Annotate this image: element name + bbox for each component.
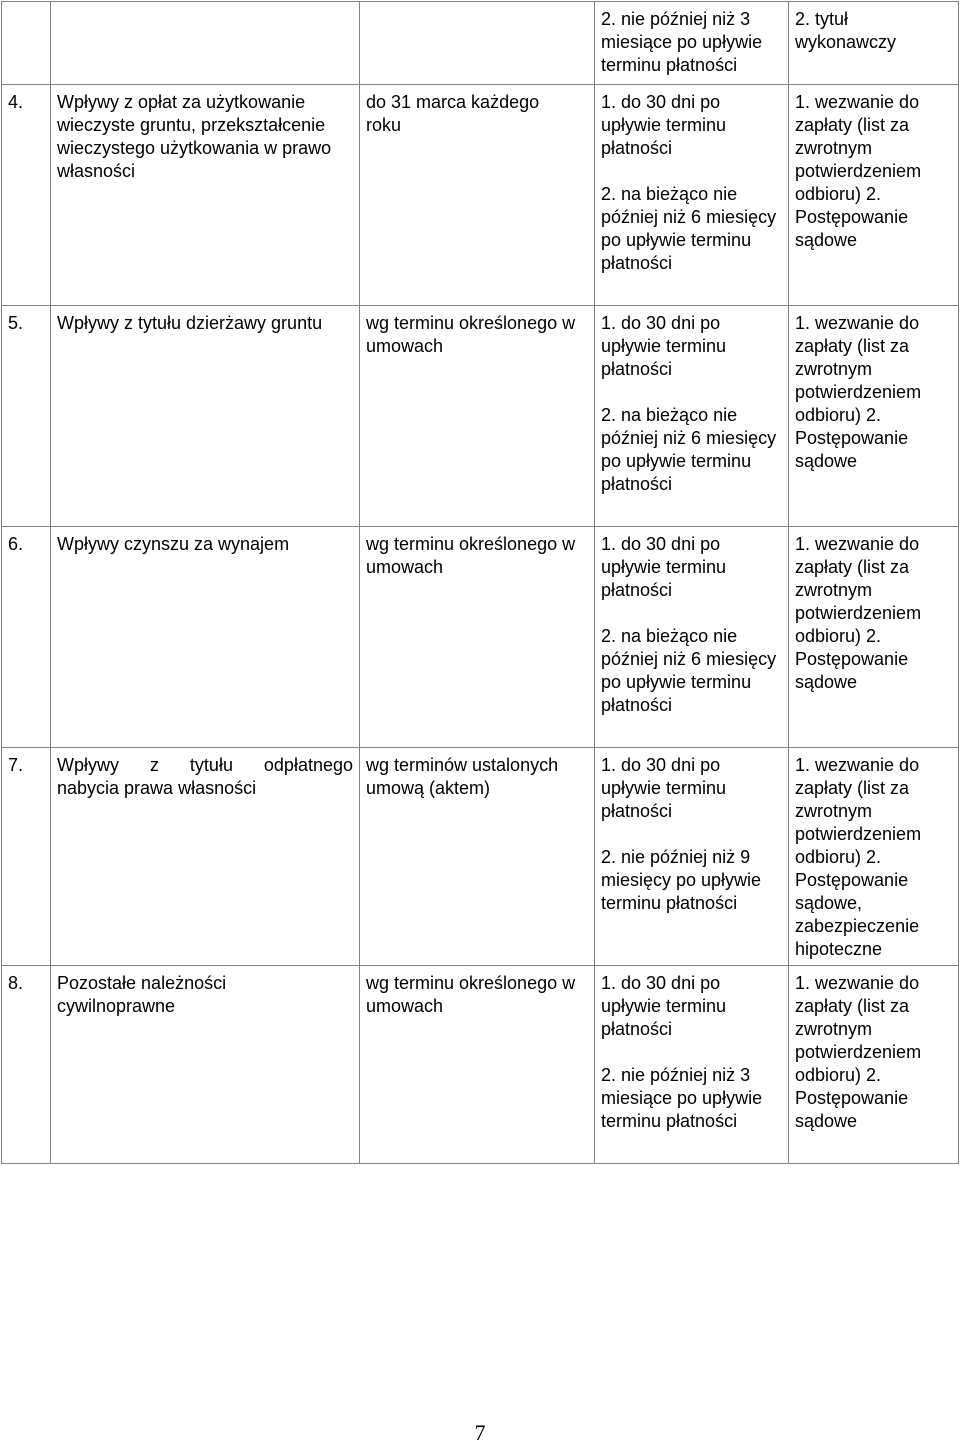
stage-text: 1. do 30 dni po upływie terminu płatności xyxy=(601,313,727,379)
actions-cell xyxy=(789,748,959,966)
stage-text: 2. na bieżąco nie później niż 6 miesięcy po upływie terminu płatności xyxy=(601,626,777,715)
stages-cell xyxy=(595,527,789,748)
deadline-cell xyxy=(360,966,595,1164)
receivables-table xyxy=(1,1,959,1164)
deadline-cell xyxy=(360,85,595,306)
deadline-cell xyxy=(360,748,595,966)
row-number-cell: 8. xyxy=(2,966,51,1164)
page-number: 7 xyxy=(474,1420,486,1445)
stage-text: 2. nie później niż 3 miesiące po upływie terminu płatności xyxy=(601,1065,763,1131)
actions-cell xyxy=(789,2,959,85)
deadline-cell xyxy=(360,527,595,748)
stages-cell xyxy=(595,306,789,527)
row-number-cell: 5. xyxy=(2,306,51,527)
stages-cell xyxy=(595,2,789,85)
actions-text: 1. wezwanie do zapłaty (list za zwrotnym potwierdzeniem odbioru) 2. Postępowanie sądowe, zabezpieczenie hipoteczne xyxy=(795,755,922,959)
actions-text: 1. wezwanie do zapłaty (list za zwrotnym potwierdzeniem odbioru) 2. Postępowanie sądowe xyxy=(795,534,922,692)
actions-text: 1. wezwanie do zapłaty (list za zwrotnym potwierdzeniem odbioru) 2. Postępowanie sądowe xyxy=(795,313,922,471)
stage-text: 1. do 30 dni po upływie terminu płatności xyxy=(601,755,727,821)
revenue-name-text: Wpływy czynszu za wynajem xyxy=(57,534,290,554)
revenue-name-text: Wpływy z tytułu odpłatnego xyxy=(57,755,353,775)
deadline-cell xyxy=(360,306,595,527)
stage-text: 2. na bieżąco nie później niż 6 miesięcy po upływie terminu płatności xyxy=(601,184,777,273)
stage-text: 1. do 30 dni po upływie terminu płatności xyxy=(601,534,727,600)
deadline-text: do 31 marca każdego roku xyxy=(366,92,540,135)
stage-text: 1. do 30 dni po upływie terminu płatności xyxy=(601,973,727,1039)
row-number-cell xyxy=(2,2,51,85)
revenue-name-cell xyxy=(51,527,360,748)
row-number-cell: 6. xyxy=(2,527,51,748)
actions-text: 1. wezwanie do zapłaty (list za zwrotnym potwierdzeniem odbioru) 2. Postępowanie sądowe xyxy=(795,973,922,1131)
actions-cell xyxy=(789,306,959,527)
actions-text: 2. tytuł wykonawczy xyxy=(795,9,897,52)
stage-text: 2. nie później niż 3 miesiące po upływie terminu płatności xyxy=(601,9,763,75)
actions-cell xyxy=(789,966,959,1164)
table-row xyxy=(2,527,959,748)
revenue-name-cell xyxy=(51,2,360,85)
revenue-name-text: Wpływy z opłat za użytkowanie wieczyste gruntu, przekształcenie wieczystego użytkowania w prawo własności xyxy=(57,92,332,181)
table-row xyxy=(2,2,959,85)
revenue-name-cell xyxy=(51,748,360,966)
row-number-cell: 7. xyxy=(2,748,51,966)
revenue-name-cell xyxy=(51,306,360,527)
deadline-text: wg terminu określonego w umowach xyxy=(366,973,576,1016)
stage-text: 2. nie później niż 9 miesięcy po upływie terminu płatności xyxy=(601,847,762,913)
actions-cell xyxy=(789,527,959,748)
stage-text: 2. na bieżąco nie później niż 6 miesięcy po upływie terminu płatności xyxy=(601,405,777,494)
row-number-cell: 4. xyxy=(2,85,51,306)
actions-text: 1. wezwanie do zapłaty (list za zwrotnym potwierdzeniem odbioru) 2. Postępowanie sądowe xyxy=(795,92,922,250)
revenue-name-cell xyxy=(51,966,360,1164)
revenue-name-text: Pozostałe należności cywilnoprawne xyxy=(57,973,227,1016)
table-row xyxy=(2,748,959,966)
revenue-name-text: Wpływy z tytułu dzierżawy gruntu xyxy=(57,313,323,333)
stages-cell xyxy=(595,85,789,306)
actions-cell xyxy=(789,85,959,306)
deadline-cell xyxy=(360,2,595,85)
revenue-name-text: nabycia prawa własności xyxy=(57,778,257,798)
table-row xyxy=(2,85,959,306)
deadline-text: wg terminów ustalonych umową (aktem) xyxy=(366,755,559,798)
deadline-text: wg terminu określonego w umowach xyxy=(366,313,576,356)
table-row xyxy=(2,306,959,527)
stages-cell xyxy=(595,748,789,966)
deadline-text: wg terminu określonego w umowach xyxy=(366,534,576,577)
stage-text: 1. do 30 dni po upływie terminu płatności xyxy=(601,92,727,158)
stages-cell xyxy=(595,966,789,1164)
table-row xyxy=(2,966,959,1164)
revenue-name-cell xyxy=(51,85,360,306)
